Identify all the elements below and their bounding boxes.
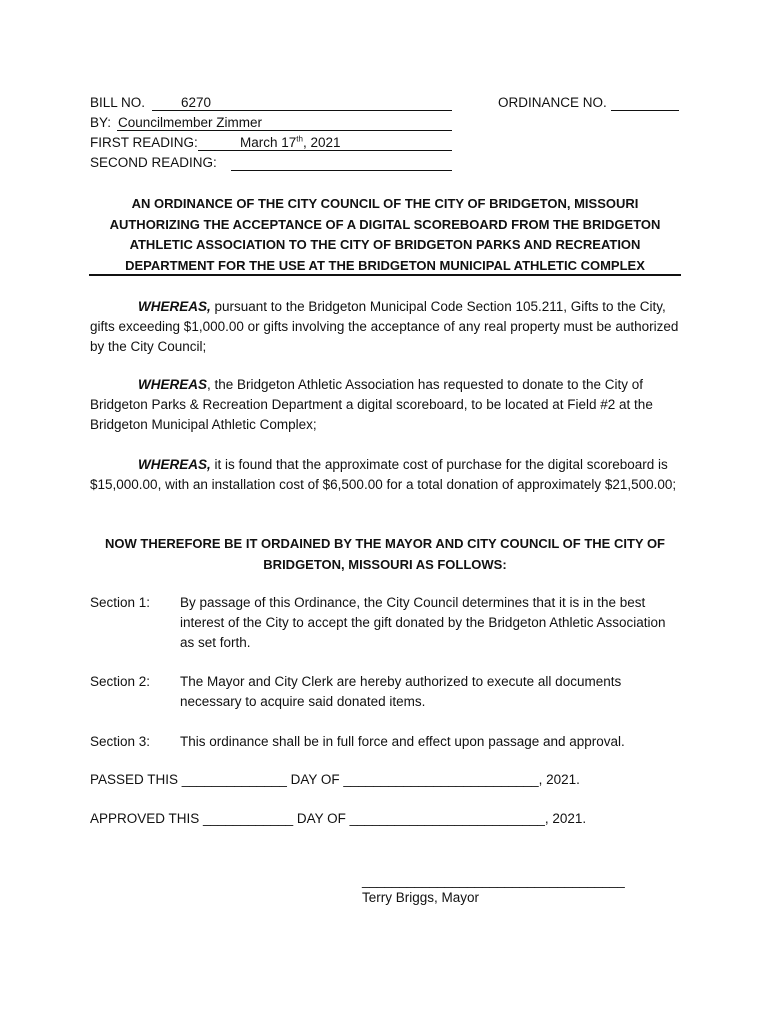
ordinance-no-underline [611,110,679,111]
first-reading-month-day: March 17 [240,135,297,150]
ordinance-title: AN ORDINANCE OF THE CITY COUNCIL OF THE CITY OF BRIDGETON, MISSOURI AUTHORIZING THE ACCEPTANCE OF A DIGITAL SCOREBOARD FROM THE BRIDGETON ATHLETIC ASSOCIATION TO THE CITY OF BRIDGETON PARKS AND RECREATION DEPARTMENT FOR THE USE AT THE BRIDGETON MUNICIPAL ATHLETIC COMPLEX [109,196,661,273]
bill-no-underline [152,110,452,111]
signature-line: ___________________________________ [362,873,625,888]
by-value: Councilmember Zimmer [118,115,263,130]
whereas-keyword: WHEREAS, [138,299,211,314]
first-reading-label: FIRST READING: [90,135,198,150]
mayor-name: Terry Briggs, Mayor [362,890,480,905]
section-text: This ordinance shall be in full force and effect upon passage and approval. [180,734,625,749]
whereas-text: pursuant to the Bridgeton Municipal Code Section 105.211, Gifts to the City, gifts exceeding $1,000.00 or gifts involving the acceptance of any real property must be authorized by the City Council; [90,299,679,354]
section-text: The Mayor and City Clerk are hereby authorized to execute all documents necessary to acquire said donated items. [180,674,622,709]
whereas-keyword: WHEREAS [138,377,208,392]
ordinance-no-label: ORDINANCE NO. [498,95,607,110]
bill-no-label: BILL NO. [90,95,146,110]
whereas-keyword: WHEREAS, [138,457,211,472]
section-text: By passage of this Ordinance, the City Council determines that it is in the best interest of the City to accept the gift donated by the Bridgeton Athletic Association as set forth. [180,595,666,650]
section-label: Section 2: [90,674,151,689]
section-label: Section 3: [90,734,151,749]
title-rule [89,274,681,276]
whereas-text: it is found that the approximate cost of purchase for the digital scoreboard is $15,000.00, with an installation cost of $6,500.00 for a total donation of approximately $21,500.00; [90,457,677,492]
first-reading-underline [198,150,452,151]
now-therefore-heading: NOW THEREFORE BE IT ORDAINED BY THE MAYOR AND CITY COUNCIL OF THE CITY OF BRIDGETON, MISSOURI AS FOLLOWS: [105,536,665,572]
whereas-clause [90,297,680,357]
by-label: BY: [90,115,112,130]
second-reading-label: SECOND READING: [90,155,217,170]
passed-line: PASSED THIS ______________ DAY OF __________________________, 2021. [90,772,580,787]
section-label: Section 1: [90,595,151,610]
bill-no-value: 6270 [181,95,212,110]
first-reading-suffix: th [296,134,303,144]
first-reading-year: , 2021 [302,135,341,150]
by-underline [117,130,452,131]
whereas-clause [90,375,680,435]
whereas-clause [90,455,680,495]
whereas-text: , the Bridgeton Athletic Association has requested to donate to the City of Bridgeton Parks & Recreation Department a digital scoreboard, to be located at Field #2 at the Bridgeton Municipal Athletic Complex; [90,377,653,432]
second-reading-underline [231,170,452,171]
approved-line: APPROVED THIS ____________ DAY OF __________________________, 2021. [90,811,587,826]
